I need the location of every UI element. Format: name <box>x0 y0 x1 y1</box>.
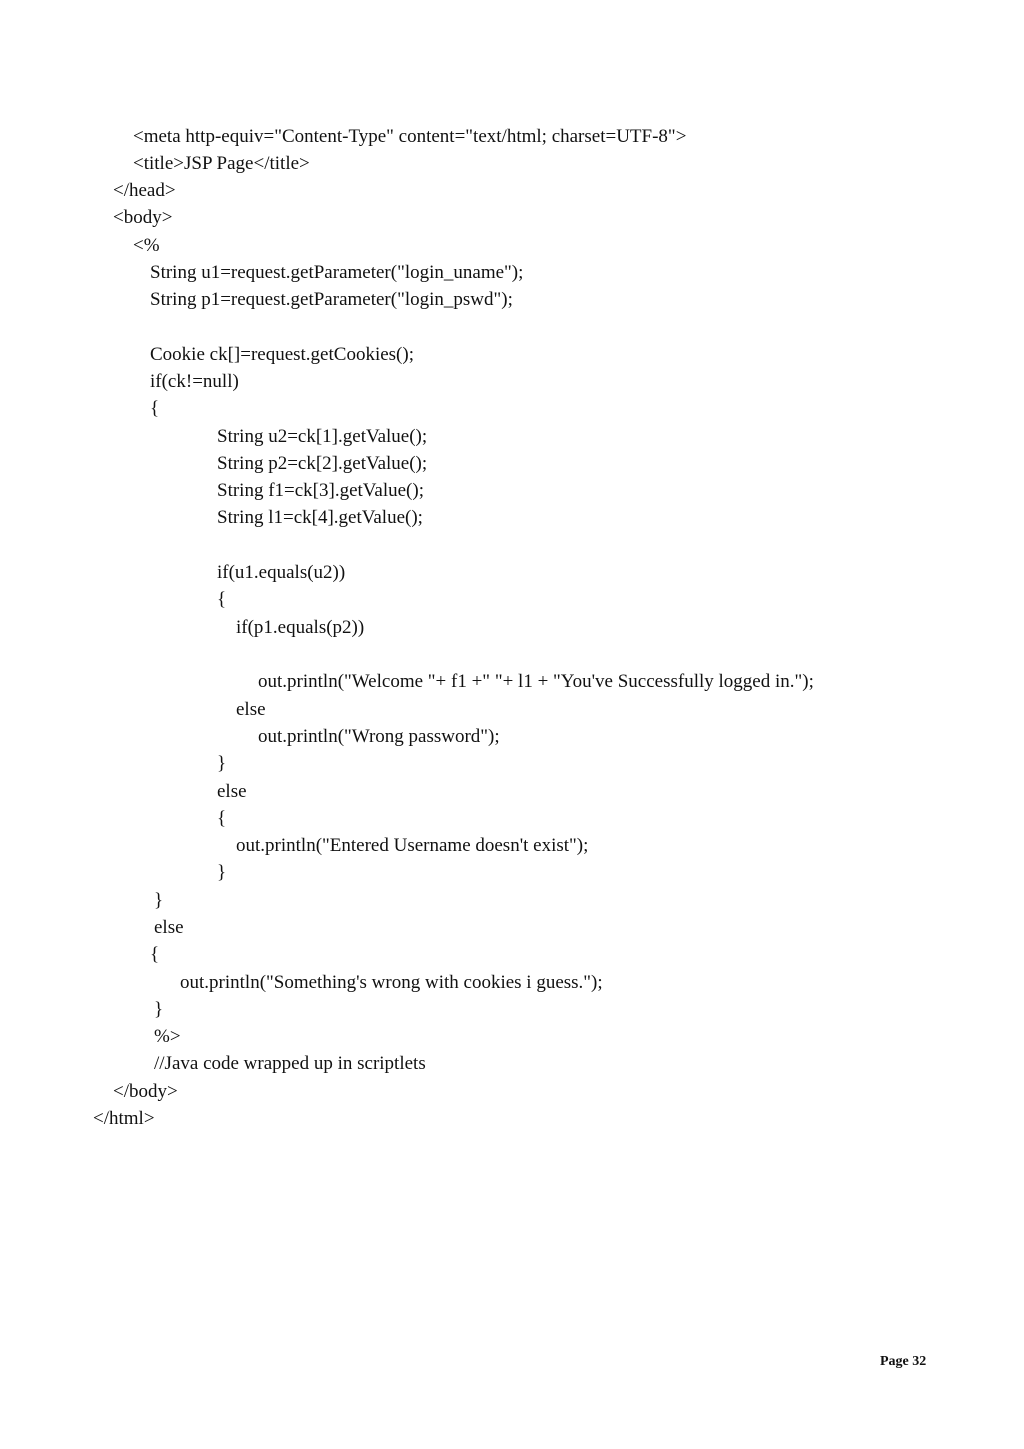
code-line: else <box>217 781 247 802</box>
code-line: } <box>154 890 164 911</box>
code-line: if(ck!=null) <box>150 371 239 392</box>
code-line: Cookie ck[]=request.getCookies(); <box>150 344 414 365</box>
code-line: if(p1.equals(p2)) <box>236 617 365 638</box>
code-line: } <box>154 999 164 1020</box>
code-line: String p1=request.getParameter("login_pswd"); <box>150 289 513 310</box>
code-line: out.println("Entered Username doesn't exist"); <box>236 835 589 856</box>
code-line: String u1=request.getParameter("login_uname"); <box>150 262 524 283</box>
code-line: else <box>236 699 266 720</box>
code-line: { <box>217 808 227 829</box>
code-line: String f1=ck[3].getValue(); <box>217 480 424 501</box>
code-line: { <box>217 589 227 610</box>
code-line: } <box>217 862 227 883</box>
code-line: <% <box>133 235 160 256</box>
code-line: //Java code wrapped up in scriptlets <box>154 1053 426 1074</box>
code-line: { <box>150 944 160 965</box>
code-line: <meta http-equiv="Content-Type" content="text/html; charset=UTF-8"> <box>133 126 687 147</box>
code-line: out.println("Something's wrong with cookies i guess."); <box>180 972 603 993</box>
code-line: String l1=ck[4].getValue(); <box>217 507 423 528</box>
code-line: } <box>217 753 227 774</box>
code-line: { <box>150 398 160 419</box>
code-line: else <box>154 917 184 938</box>
code-line: <title>JSP Page</title> <box>133 153 310 174</box>
code-line: <body> <box>113 207 173 228</box>
code-line: out.println("Wrong password"); <box>258 726 500 747</box>
code-line: String p2=ck[2].getValue(); <box>217 453 428 474</box>
code-line: </head> <box>113 180 176 201</box>
code-line: %> <box>154 1026 181 1047</box>
page-number: Page 32 <box>880 1354 927 1369</box>
code-line: if(u1.equals(u2)) <box>217 562 346 583</box>
code-line: </body> <box>113 1081 178 1102</box>
code-line: String u2=ck[1].getValue(); <box>217 426 428 447</box>
code-line: out.println("Welcome "+ f1 +" "+ l1 + "You've Successfully logged in."); <box>258 671 814 692</box>
code-line: </html> <box>93 1108 155 1129</box>
